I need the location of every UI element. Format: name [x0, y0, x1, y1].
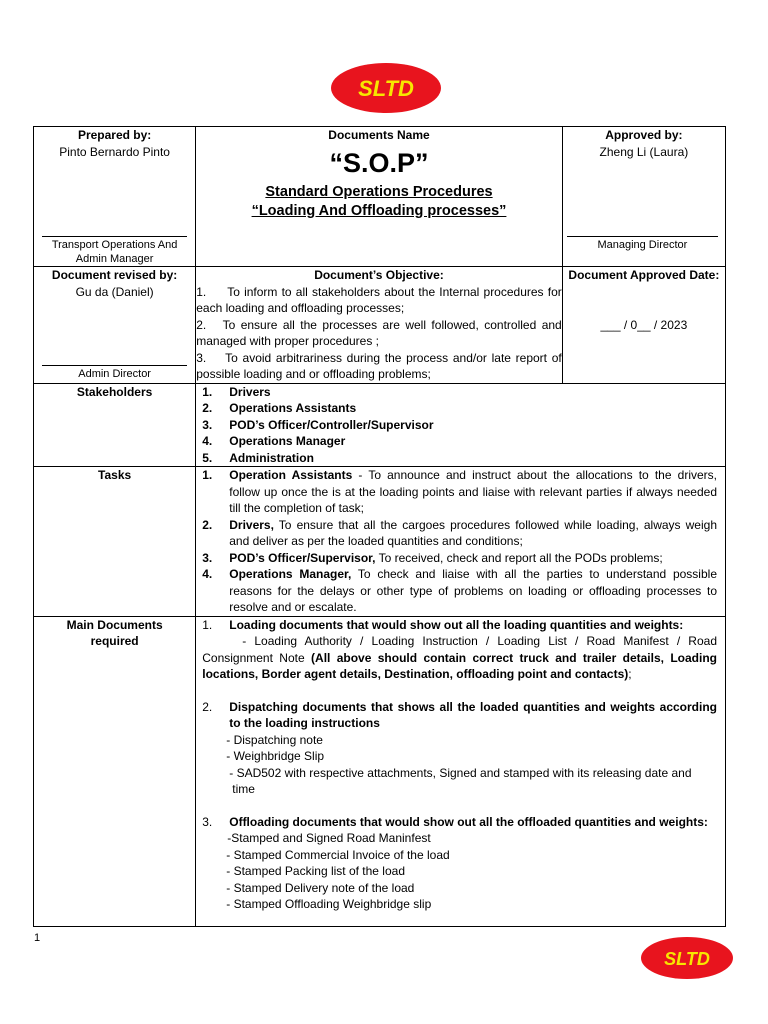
approved-title: Managing Director: [567, 236, 718, 252]
revised-cell: [34, 267, 196, 384]
list-item: -Stamped and Signed Road Maninfest: [227, 831, 431, 845]
objective-label: Document’s Objective:: [314, 268, 444, 282]
doc-title: “S.O.P”: [329, 147, 429, 178]
list-item: - Stamped Offloading Weighbridge slip: [226, 897, 432, 911]
documents-label: Main Documents required: [34, 616, 196, 926]
list-item: 2. Drivers, To ensure that all the cargoes procedures followed while loading, always weigh and deliver as per the loaded quantities and conditions;: [202, 517, 717, 548]
approved-label: Approved by:: [605, 128, 683, 142]
page-number: 1: [34, 932, 41, 944]
list-item: - Dispatching note: [226, 732, 323, 747]
prepared-title: Transport Operations And Admin Manager: [42, 236, 187, 266]
list-item: - Weighbridge Slip: [226, 749, 325, 763]
doc-subtitle-2: “Loading And Offloading processes”: [251, 202, 507, 219]
doc-name-label: Documents Name: [328, 128, 430, 142]
list-item: 4. Operations Manager, To check and liaise with all the parties to understand possible reasons for the delays or other type of problems on loading or offloading processes to resolve and or escalate.: [202, 567, 717, 614]
list-item: 3. POD’s Officer/Supervisor, To received, check and report all the PODs problems;: [202, 550, 663, 565]
logo-text: SLTD: [664, 949, 710, 969]
stakeholders-label: Stakeholders: [34, 383, 196, 467]
list-item: 5. Administration: [202, 450, 314, 465]
objective-cell: [196, 267, 563, 384]
approved-date-value: ___ / 0__ / 2023: [600, 317, 688, 332]
list-item: - Stamped Commercial Invoice of the load: [226, 847, 450, 862]
list-item: 2. Operations Assistants: [202, 401, 357, 415]
revised-title: Admin Director: [42, 365, 187, 381]
stakeholders-cell: [196, 383, 726, 467]
revised-name: Gu da (Daniel): [75, 284, 154, 299]
doc-section-1: 1. Loading documents that would show out all the loading quantities and weights:: [202, 617, 684, 632]
tasks-cell: [196, 467, 726, 617]
tasks-row: [34, 467, 726, 617]
logo-text: SLTD: [358, 76, 414, 101]
header-row: [34, 127, 726, 267]
stakeholders-row: [34, 383, 726, 467]
revised-label: Document revised by:: [51, 268, 178, 282]
doc-name-cell: [196, 127, 563, 267]
prepared-cell: [34, 127, 196, 267]
sop-table: [33, 126, 726, 927]
list-item: 4. Operations Manager: [202, 434, 346, 448]
list-item: 1. Operation Assistants - To announce and instruct about the allocations to the drivers, follow up once the is at the loading points and liaise with relevant parties if always needed till the completion of task;: [202, 468, 717, 515]
list-item: - Stamped Delivery note of the load: [226, 880, 415, 895]
prepared-name: Pinto Bernardo Pinto: [59, 144, 170, 159]
objective-item: 2. To ensure all the processes are well followed, controlled and managed with proper procedures ;: [196, 317, 562, 348]
approved-date-cell: [562, 267, 725, 384]
list-item: - SAD502 with respective attachments, Signed and stamped with its releasing date and time: [229, 765, 692, 796]
doc-section-3: 3. Offloading documents that would show out all the offloaded quantities and weights:: [202, 814, 708, 829]
revision-row: [34, 267, 726, 384]
doc-subtitle-1: Standard Operations Procedures: [265, 183, 493, 200]
approved-date-label: Document Approved Date:: [568, 268, 720, 282]
company-logo-bottom: [640, 936, 734, 985]
doc-section-2: 2. Dispatching documents that shows all the loaded quantities and weights according to the loading instructions: [202, 699, 717, 730]
approved-cell: [562, 127, 725, 267]
documents-cell: [196, 616, 726, 926]
objective-item: 3. To avoid arbitrariness during the process and/or late report of possible loading and or offloading problems;: [196, 350, 562, 381]
documents-row: [34, 616, 726, 926]
tasks-label: Tasks: [34, 467, 196, 617]
company-logo-top: [330, 62, 442, 119]
doc-section-1-body: - Loading Authority / Loading Instruction / Loading List / Road Manifest / Road Consignment Note (All above should contain correct truck and trailer details, Loading locations, Border agent details, Destination, offloading point and contacts);: [202, 634, 717, 681]
list-item: - Stamped Packing list of the load: [226, 864, 405, 878]
list-item: 3. POD’s Officer/Controller/Supervisor: [202, 417, 434, 432]
list-item: 1. Drivers: [202, 384, 271, 399]
objective-item: 1. To inform to all stakeholders about the Internal procedures for each loading and offloading processes;: [196, 284, 562, 315]
approved-name: Zheng Li (Laura): [599, 144, 689, 159]
prepared-label: Prepared by:: [77, 128, 152, 142]
